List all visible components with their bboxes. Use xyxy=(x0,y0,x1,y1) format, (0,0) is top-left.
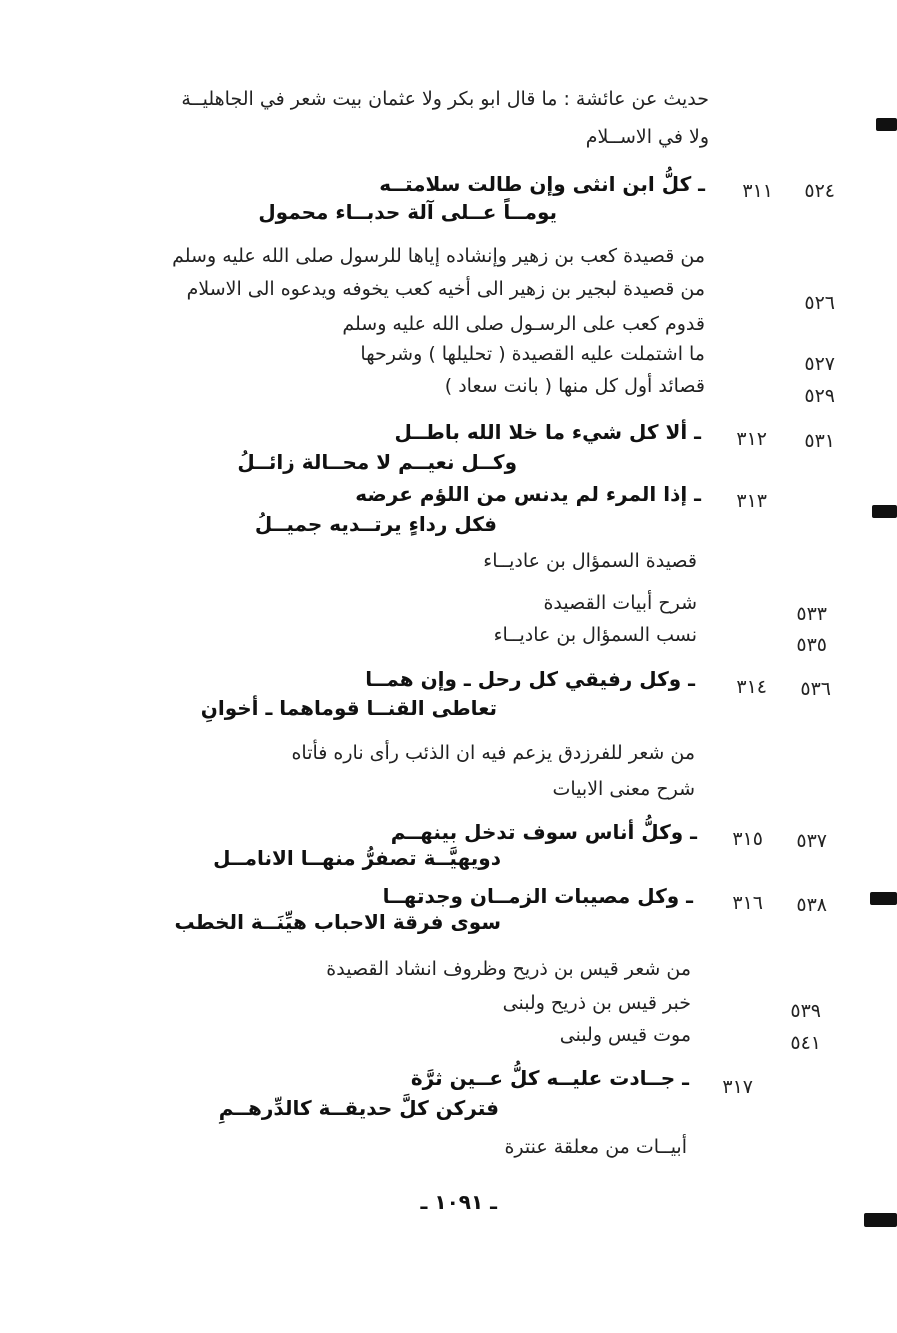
edge-mark xyxy=(870,892,897,905)
note-line: خبر قيس بن ذريح ولبنى xyxy=(502,992,691,1014)
verse-line-1: ـ وكلُّ أناس سوف تدخل بينهــم xyxy=(390,820,697,844)
note-line: من قصيدة كعب بن زهير وإنشاده إياها للرسول صلى الله عليه وسلم xyxy=(172,245,705,267)
note-line: شرح معنى الابيات xyxy=(552,778,695,800)
verse-line-2: وكــل نعيــم لا محــالة زائــلُ xyxy=(237,450,517,474)
page-ref: ٥٢٦ xyxy=(804,292,835,314)
page-ref: ٥٣٥ xyxy=(796,634,827,656)
verse-line-1: ـ كلُّ ابن انثى وإن طالت سلامتــه xyxy=(379,172,705,196)
verse-number: ٣١٧ xyxy=(722,1076,753,1098)
note-line: قدوم كعب على الرسـول صلى الله عليه وسلم xyxy=(342,313,705,335)
page-ref: ٥٣٦ xyxy=(800,678,831,700)
verse-line-1: ـ ألا كل شيء ما خلا الله باطــل xyxy=(394,420,701,444)
edge-mark xyxy=(864,1213,897,1227)
page-ref: ٥٤١ xyxy=(790,1032,821,1054)
verse-line-2: يومــاً عــلى آلة حدبــاء محمول xyxy=(258,200,557,224)
note-line: موت قيس ولبنى xyxy=(559,1024,691,1046)
note-line: من شعر قيس بن ذريح وظروف انشاد القصيدة xyxy=(326,958,691,980)
verse-line-2: تعاطى القنــا قوماهما ـ أخوانِ xyxy=(200,696,497,720)
page-number: ـ ١٠٩١ ـ xyxy=(420,1190,497,1214)
note-line: أبيــات من معلقة عنترة xyxy=(504,1136,687,1158)
verse-line-1: ـ وكل رفيقي كل رحل ـ وإن همــا xyxy=(365,667,695,691)
note-line: قصائد أول كل منها ( بانت سعاد ) xyxy=(444,375,705,397)
verse-number: ٣١٦ xyxy=(732,892,763,914)
edge-mark xyxy=(872,505,897,518)
note-line: من شعر للفرزدق يزعم فيه ان الذئب رأى ناره فأتاه xyxy=(291,742,695,764)
page-ref: ٥٣١ xyxy=(804,430,835,452)
note-line: نسب السمؤال بن عاديــاء xyxy=(493,624,697,646)
intro-line-2: ولا في الاســلام xyxy=(585,126,709,148)
verse-number: ٣١١ xyxy=(742,180,773,202)
note-line: شرح أبيات القصيدة xyxy=(543,592,697,614)
verse-number: ٣١٣ xyxy=(736,490,767,512)
verse-line-2: فتركن كلَّ حديقــة كالدِّرهــمِ xyxy=(218,1096,499,1120)
verse-line-2: سوى فرقة الاحباب هيِّنَــة الخطب xyxy=(174,910,501,934)
verse-line-1: ـ جــادت عليــه كلُّ عــين ثرَّة xyxy=(410,1066,689,1090)
page-ref: ٥٣٧ xyxy=(796,830,827,852)
page-ref: ٥٣٩ xyxy=(790,1000,821,1022)
verse-line-2: دويهيَّــة تصفرُّ منهــا الانامــل xyxy=(213,846,501,870)
verse-number: ٣١٢ xyxy=(736,428,767,450)
page-ref: ٥٣٣ xyxy=(796,603,827,625)
edge-mark xyxy=(876,118,897,131)
verse-number: ٣١٤ xyxy=(736,676,767,698)
page-ref: ٥٢٧ xyxy=(804,353,835,375)
page-ref: ٥٢٤ xyxy=(804,180,835,202)
note-line: ما اشتملت عليه القصيدة ( تحليلها ) وشرحها xyxy=(360,343,705,365)
note-line: من قصيدة لبجير بن زهير الى أخيه كعب يخوفه ويدعوه الى الاسلام xyxy=(186,278,705,300)
page-ref: ٥٢٩ xyxy=(804,385,835,407)
verse-line-1: ـ إذا المرء لم يدنس من اللؤم عرضه xyxy=(355,482,701,506)
page-ref: ٥٣٨ xyxy=(796,894,827,916)
verse-line-2: فكل رداءٍ يرتــديه جميــلُ xyxy=(254,512,497,536)
verse-number: ٣١٥ xyxy=(732,828,763,850)
verse-line-1: ـ وكل مصيبات الزمــان وجدتهــا xyxy=(382,884,693,908)
intro-line-1: حديث عن عائشة : ما قال ابو بكر ولا عثمان بيت شعر في الجاهليــة xyxy=(181,88,709,110)
note-line: قصيدة السمؤال بن عاديــاء xyxy=(483,550,697,572)
